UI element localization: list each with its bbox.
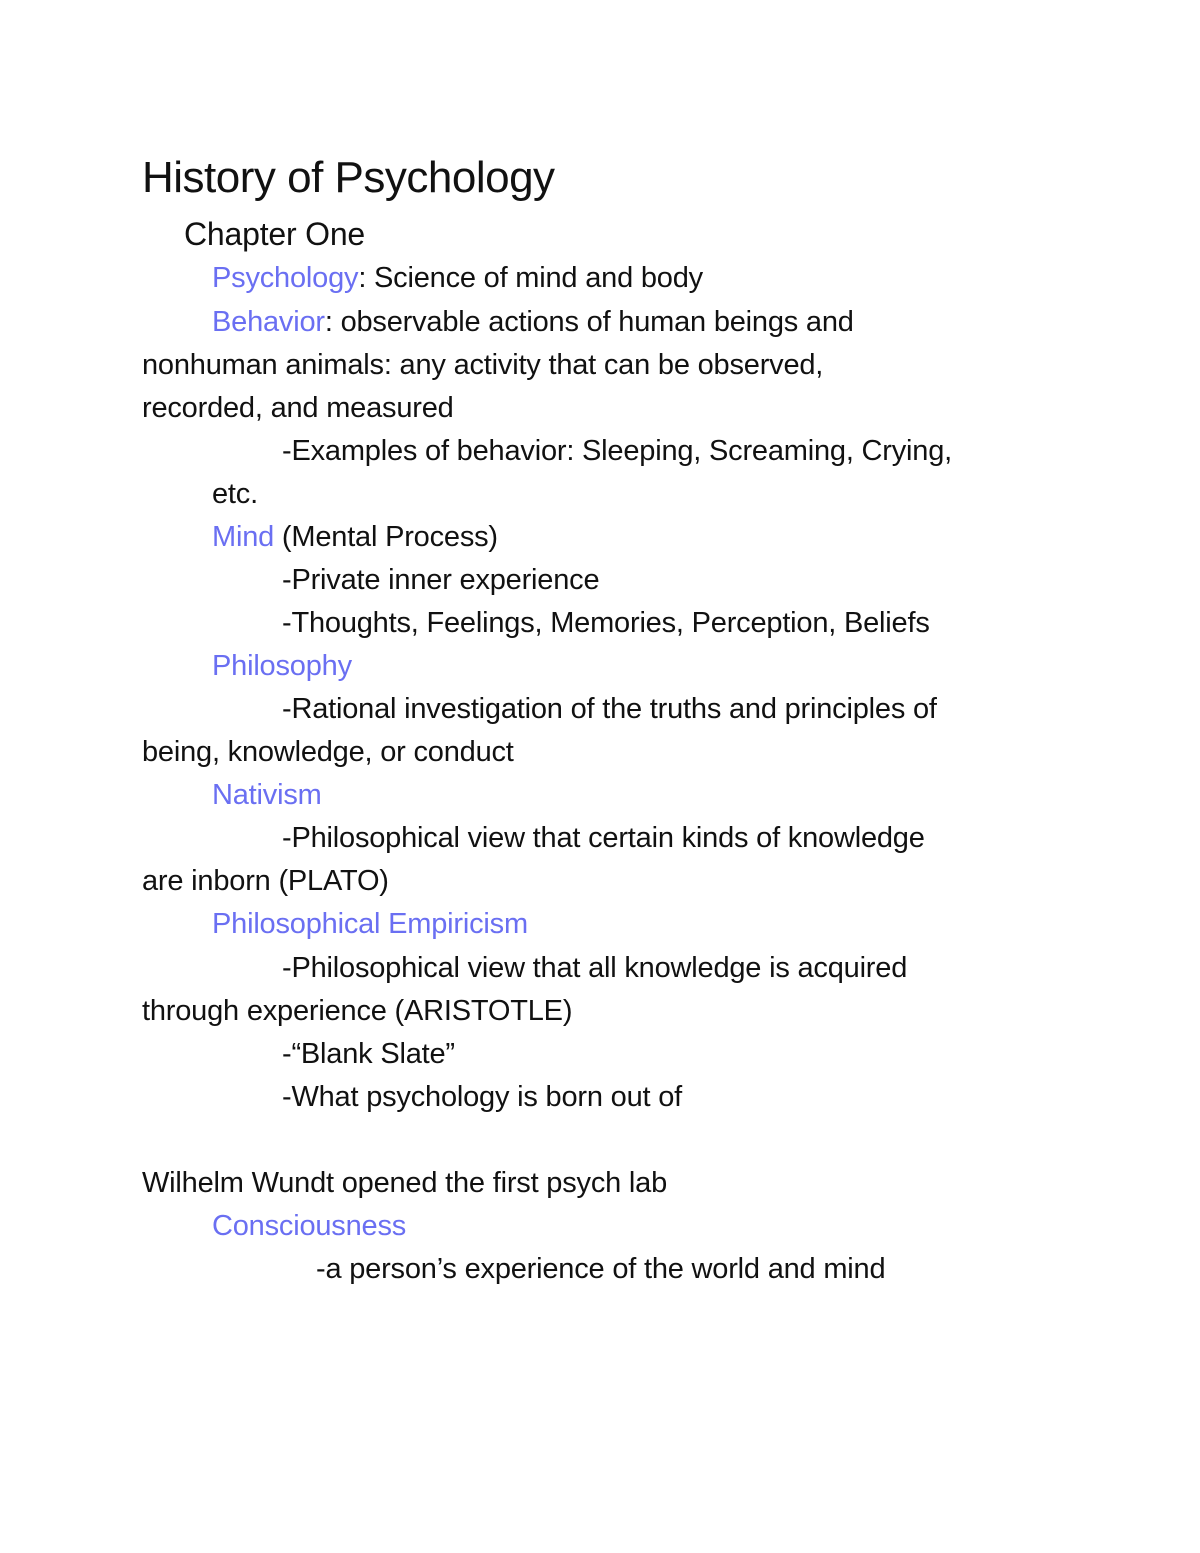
behavior-examples: -Examples of behavior: Sleeping, Screaming, Crying, bbox=[282, 435, 953, 467]
mind-definition: (Mental Process) bbox=[274, 521, 498, 553]
nativism-term: Nativism bbox=[212, 779, 322, 811]
chapter-heading: Chapter One bbox=[184, 216, 366, 252]
philosophy-term: Philosophy bbox=[212, 650, 352, 682]
philosophy-definition: -Rational investigation of the truths and principles of bbox=[282, 693, 937, 725]
wundt-statement: Wilhelm Wundt opened the first psych lab bbox=[142, 1167, 668, 1199]
behavior-term: Behavior bbox=[212, 306, 325, 338]
empiricism-definition: -Philosophical view that all knowledge is acquired bbox=[282, 952, 908, 984]
philosophy-definition-cont: being, knowledge, or conduct bbox=[142, 736, 514, 768]
empiricism-point: -What psychology is born out of bbox=[282, 1081, 682, 1113]
psychology-definition-line bbox=[212, 260, 703, 296]
mind-point: -Thoughts, Feelings, Memories, Perception, Beliefs bbox=[282, 607, 930, 639]
mind-term: Mind bbox=[212, 521, 275, 553]
empiricism-term: Philosophical Empiricism bbox=[212, 908, 528, 940]
consciousness-definition: -a person’s experience of the world and mind bbox=[316, 1253, 886, 1285]
mind-point: -Private inner experience bbox=[282, 564, 600, 596]
mind-heading-line bbox=[212, 519, 498, 555]
nativism-definition-cont: are inborn (PLATO) bbox=[142, 865, 389, 897]
page-title: History of Psychology bbox=[142, 153, 555, 202]
empiricism-definition-cont: through experience (ARISTOTLE) bbox=[142, 995, 573, 1027]
behavior-examples-cont: etc. bbox=[212, 478, 258, 510]
behavior-definition-line bbox=[212, 304, 854, 340]
psychology-definition: : Science of mind and body bbox=[358, 262, 703, 294]
nativism-definition: -Philosophical view that certain kinds of knowledge bbox=[282, 822, 925, 854]
behavior-definition: : observable actions of human beings and bbox=[324, 306, 854, 338]
consciousness-term: Consciousness bbox=[212, 1210, 407, 1242]
behavior-definition-cont-2: recorded, and measured bbox=[142, 392, 454, 424]
psychology-term: Psychology bbox=[212, 262, 359, 294]
behavior-definition-cont-1: nonhuman animals: any activity that can be observed, bbox=[142, 349, 824, 381]
empiricism-point: -“Blank Slate” bbox=[282, 1038, 455, 1070]
